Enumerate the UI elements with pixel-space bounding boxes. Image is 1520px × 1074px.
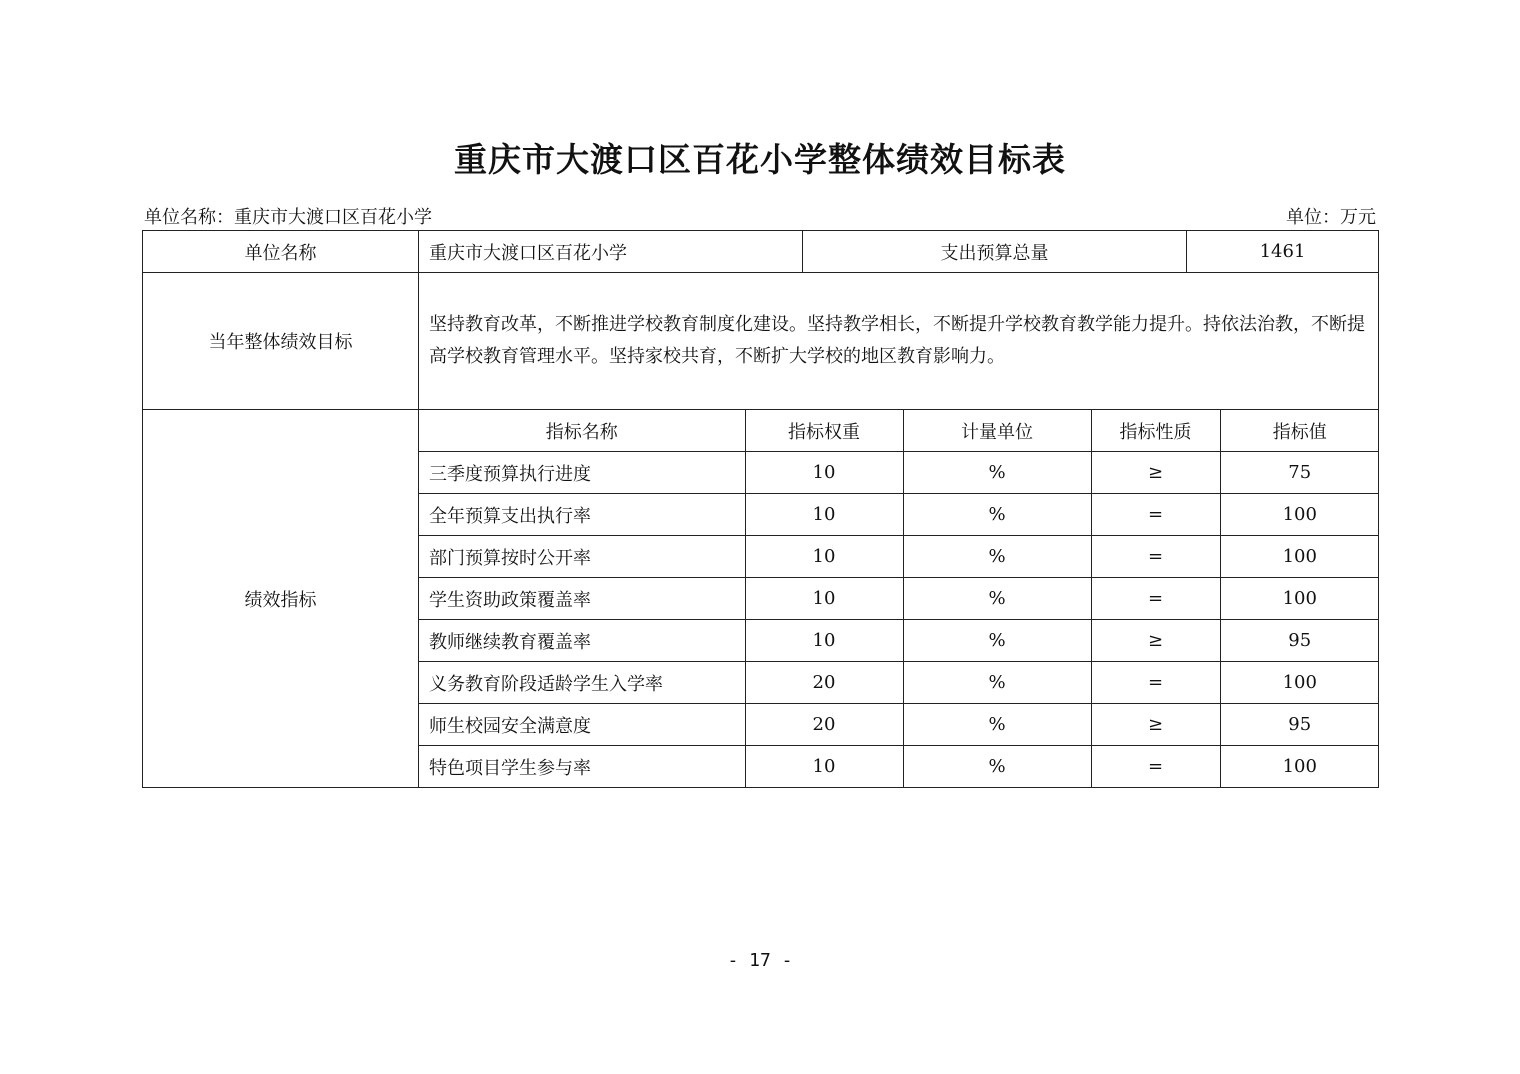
indicator-nature: ≥ [1091, 704, 1220, 746]
unit-measure-line: 单位：万元 [1286, 207, 1376, 228]
goal-row [143, 273, 1379, 410]
indicator-nature: = [1091, 746, 1220, 788]
indicators-label: 绩效指标 [143, 410, 419, 788]
indicator-weight: 10 [745, 536, 903, 578]
indicator-value: 100 [1220, 578, 1379, 620]
budget-value: 1461 [1187, 231, 1379, 273]
indicator-nature: = [1091, 578, 1220, 620]
indicator-value: 100 [1282, 756, 1317, 777]
indicator-name: 师生校园安全满意度 [419, 704, 745, 746]
goal-text: 坚持教育改革，不断推进学校教育制度化建设。坚持教学相长，不断提升学校教育教学能力提升。持依法治教，不断提高学校教育管理水平。坚持家校共育，不断扩大学校的地区教育影响力。 [419, 273, 1379, 410]
indicator-name: 教师继续教育覆盖率 [419, 620, 745, 662]
indicator-weight: 10 [745, 494, 903, 536]
header-indicator-name: 指标名称 [419, 410, 745, 452]
indicator-nature: ≥ [1091, 452, 1220, 494]
indicator-unit: % [903, 704, 1091, 746]
unit-name-line: 单位名称：重庆市大渡口区百花小学 [144, 207, 432, 228]
indicator-weight: 10 [745, 746, 903, 788]
indicator-unit: % [903, 536, 1091, 578]
table-row [419, 494, 1379, 536]
header-indicator-value: 指标值 [1220, 410, 1379, 452]
table-row [419, 704, 1379, 746]
unit-name-label: 单位名称 [143, 231, 419, 273]
table-row [419, 662, 1379, 704]
indicator-name: 义务教育阶段适龄学生入学率 [419, 662, 745, 704]
indicators-row [143, 410, 1379, 788]
indicator-unit: % [903, 578, 1091, 620]
indicator-name: 全年预算支出执行率 [419, 494, 745, 536]
goal-label: 当年整体绩效目标 [143, 273, 419, 410]
indicator-unit: % [903, 620, 1091, 662]
indicator-weight: 20 [745, 704, 903, 746]
indicator-name: 部门预算按时公开率 [419, 536, 745, 578]
indicators-table [419, 410, 1379, 787]
indicator-unit: % [903, 662, 1091, 704]
table-row [419, 452, 1379, 494]
indicator-weight: 20 [745, 662, 903, 704]
indicator-unit: % [903, 494, 1091, 536]
indicator-value: 100 [1220, 494, 1379, 536]
page-title: 重庆市大渡口区百花小学整体绩效目标表 [454, 140, 1066, 179]
indicator-weight: 10 [745, 452, 903, 494]
indicator-unit: % [903, 452, 1091, 494]
unit-info-row [143, 231, 1379, 273]
header-indicator-weight: 指标权重 [745, 410, 903, 452]
indicator-weight: 10 [745, 620, 903, 662]
indicator-value: 75 [1220, 452, 1379, 494]
table-row [419, 620, 1379, 662]
indicators-cell [419, 410, 1379, 788]
table-row [419, 578, 1379, 620]
indicator-header-row [419, 410, 1379, 452]
indicator-unit: % [903, 746, 1091, 788]
indicator-nature: = [1091, 494, 1220, 536]
table-row [419, 746, 1379, 788]
indicator-body [419, 410, 1379, 787]
indicator-nature: = [1091, 536, 1220, 578]
indicator-nature: = [1091, 662, 1220, 704]
unit-name-value: 重庆市大渡口区百花小学 [419, 231, 803, 273]
indicator-name: 三季度预算执行进度 [419, 452, 745, 494]
indicator-value: 95 [1220, 620, 1379, 662]
page-number: - 17 - [727, 950, 793, 971]
header-measure-unit: 计量单位 [903, 410, 1091, 452]
indicator-nature: ≥ [1091, 620, 1220, 662]
indicator-value: 100 [1220, 536, 1379, 578]
indicator-value: 100 [1220, 662, 1379, 704]
indicator-name: 学生资助政策覆盖率 [419, 578, 745, 620]
performance-target-table [142, 230, 1379, 788]
indicator-weight: 10 [745, 578, 903, 620]
indicator-name: 特色项目学生参与率 [419, 746, 745, 788]
table-row [419, 536, 1379, 578]
header-indicator-nature: 指标性质 [1091, 410, 1220, 452]
indicator-value: 95 [1220, 704, 1379, 746]
budget-label: 支出预算总量 [803, 231, 1187, 273]
